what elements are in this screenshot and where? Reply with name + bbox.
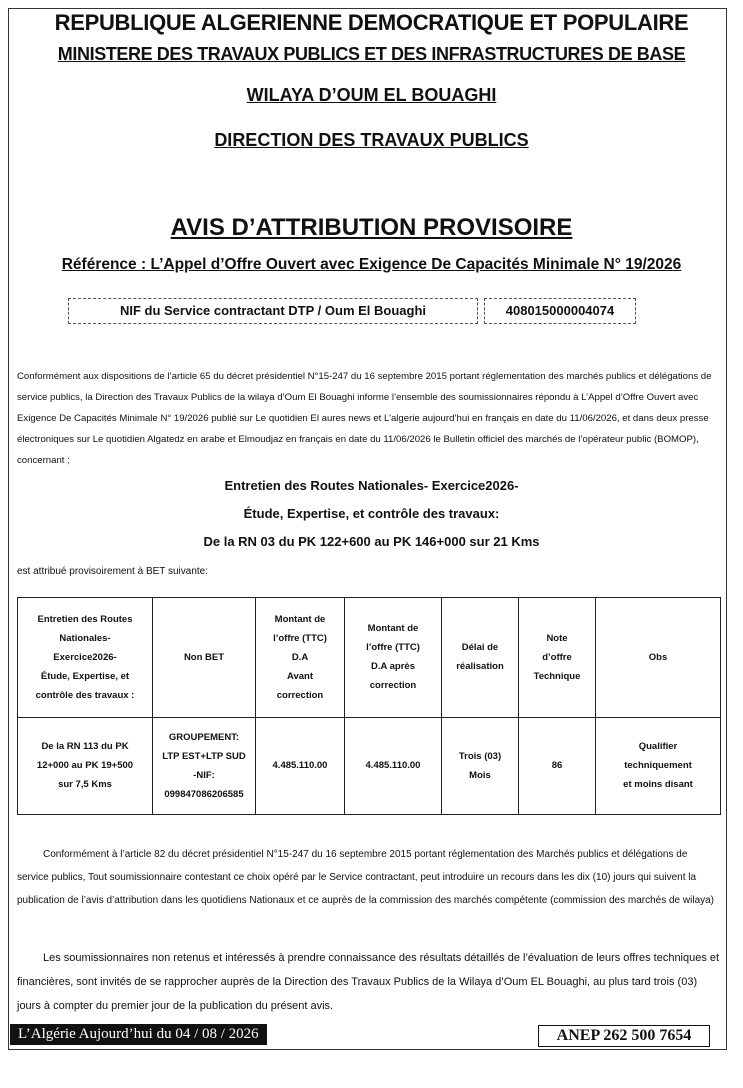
subject-line-1: Entretien des Routes Nationales- Exercice2026- — [224, 478, 519, 493]
table-header-row — [18, 598, 721, 718]
header-amount-before: Montant de l’offre (TTC) D.A Avant correction — [256, 598, 345, 718]
anep-reference: ANEP 262 500 7654 — [538, 1025, 710, 1047]
header-bet: Non BET — [153, 598, 256, 718]
cell-amount-after: 4.485.110.00 — [345, 717, 442, 814]
cell-project: De la RN 113 du PK 12+000 au PK 19+500 sur 7,5 Kms — [18, 717, 153, 814]
table-row — [18, 717, 721, 814]
wilaya-heading: WILAYA D’OUM EL BOUAGHI — [246, 85, 497, 105]
cell-score: 86 — [519, 717, 596, 814]
publication-footer: L’Algérie Aujourd’hui du 04 / 08 / 2026 — [10, 1024, 267, 1045]
nif-label-box: NIF du Service contractant DTP / Oum El Bouaghi — [68, 298, 478, 324]
subject-line-3: De la RN 03 du PK 122+600 au PK 146+000 sur 21 Kms — [203, 534, 540, 549]
attribution-intro: est attribué provisoirement à BET suivante: — [17, 566, 209, 577]
cell-delay: Trois (03) Mois — [442, 717, 519, 814]
header-amount-after: Montant de l’offre (TTC) D.A après correction — [345, 598, 442, 718]
intro-paragraph: Conformément aux dispositions de l’article 65 du décret présidentiel N°15-247 du 16 septembre 2015 portant réglementation des marchés publics et délégations de service publics, la Direction des Travaux Publics de la wilaya d’Oum El Bouaghi informe l’ensemble des soumissionnaires répondu à L’Appel d’Offre Ouvert avec Exigence De Capacités Minimale N° 19/2026 publié sur Le quotidien El aures news et L’algerie aujourd’hui en français en date du 11/06/2026, et dans deux presse électroniques sur Le quotidien Algatedz en arabe et Elmoudjaz en français en date du 11/06/2026 le Bulletin officiel des marchés de l’opérateur public (BOMOP), concernant ; — [17, 371, 712, 466]
reference-line: Référence : L’Appel d’Offre Ouvert avec Exigence De Capacités Minimale N° 19/2026 — [61, 256, 682, 273]
header-score: Note d’offre Technique — [519, 598, 596, 718]
republic-heading: REPUBLIQUE ALGERIENNE DEMOCRATIQUE ET POPULAIRE — [54, 10, 689, 35]
recourse-paragraph: Conformément à l’article 82 du décret présidentiel N°15-247 du 16 septembre 2015 portant réglementation des Marchés publics et délégations de service publics, Tout soumissionnaire contestant ce choix opéré par le Service contractant, peut introduire un recours dans les dix (10) jours qui suivent la publication de l’avis d’attribution dans les quotidiens Nationaux et ce auprès de la commission des marchés compétente (commission des marchés de wilaya) — [17, 849, 715, 906]
cell-bet: GROUPEMENT: LTP EST+LTP SUD -NIF: 099847086206585 — [153, 717, 256, 814]
header-delay: Délai de réalisation — [442, 598, 519, 718]
header-obs: Obs — [596, 598, 721, 718]
nif-value-box: 408015000004074 — [484, 298, 636, 324]
cell-amount-before: 4.485.110.00 — [256, 717, 345, 814]
header-project: Entretien des Routes Nationales- Exercice2026- Étude, Expertise, et contrôle des travaux : — [18, 598, 153, 718]
ministry-heading: MINISTERE DES TRAVAUX PUBLICS ET DES INFRASTRUCTURES DE BASE — [57, 44, 686, 64]
attribution-table — [17, 597, 721, 815]
notice-title: AVIS D’ATTRIBUTION PROVISOIRE — [170, 214, 573, 241]
cell-obs: Qualifier techniquement et moins disant — [596, 717, 721, 814]
results-paragraph: Les soumissionnaires non retenus et intéressés à prendre connaissance des résultats détaillés de l’évaluation de leurs offres techniques et financières, sont invités de se rapprocher auprès de la Direction des Travaux Publics de la Wilaya d’Oum EL Bouaghi, au plus tard trois (03) jours à compter du premier jour de la publication du présent avis. — [17, 952, 720, 1012]
direction-heading: DIRECTION DES TRAVAUX PUBLICS — [214, 130, 529, 150]
subject-line-2: Étude, Expertise, et contrôle des travaux: — [243, 506, 500, 521]
